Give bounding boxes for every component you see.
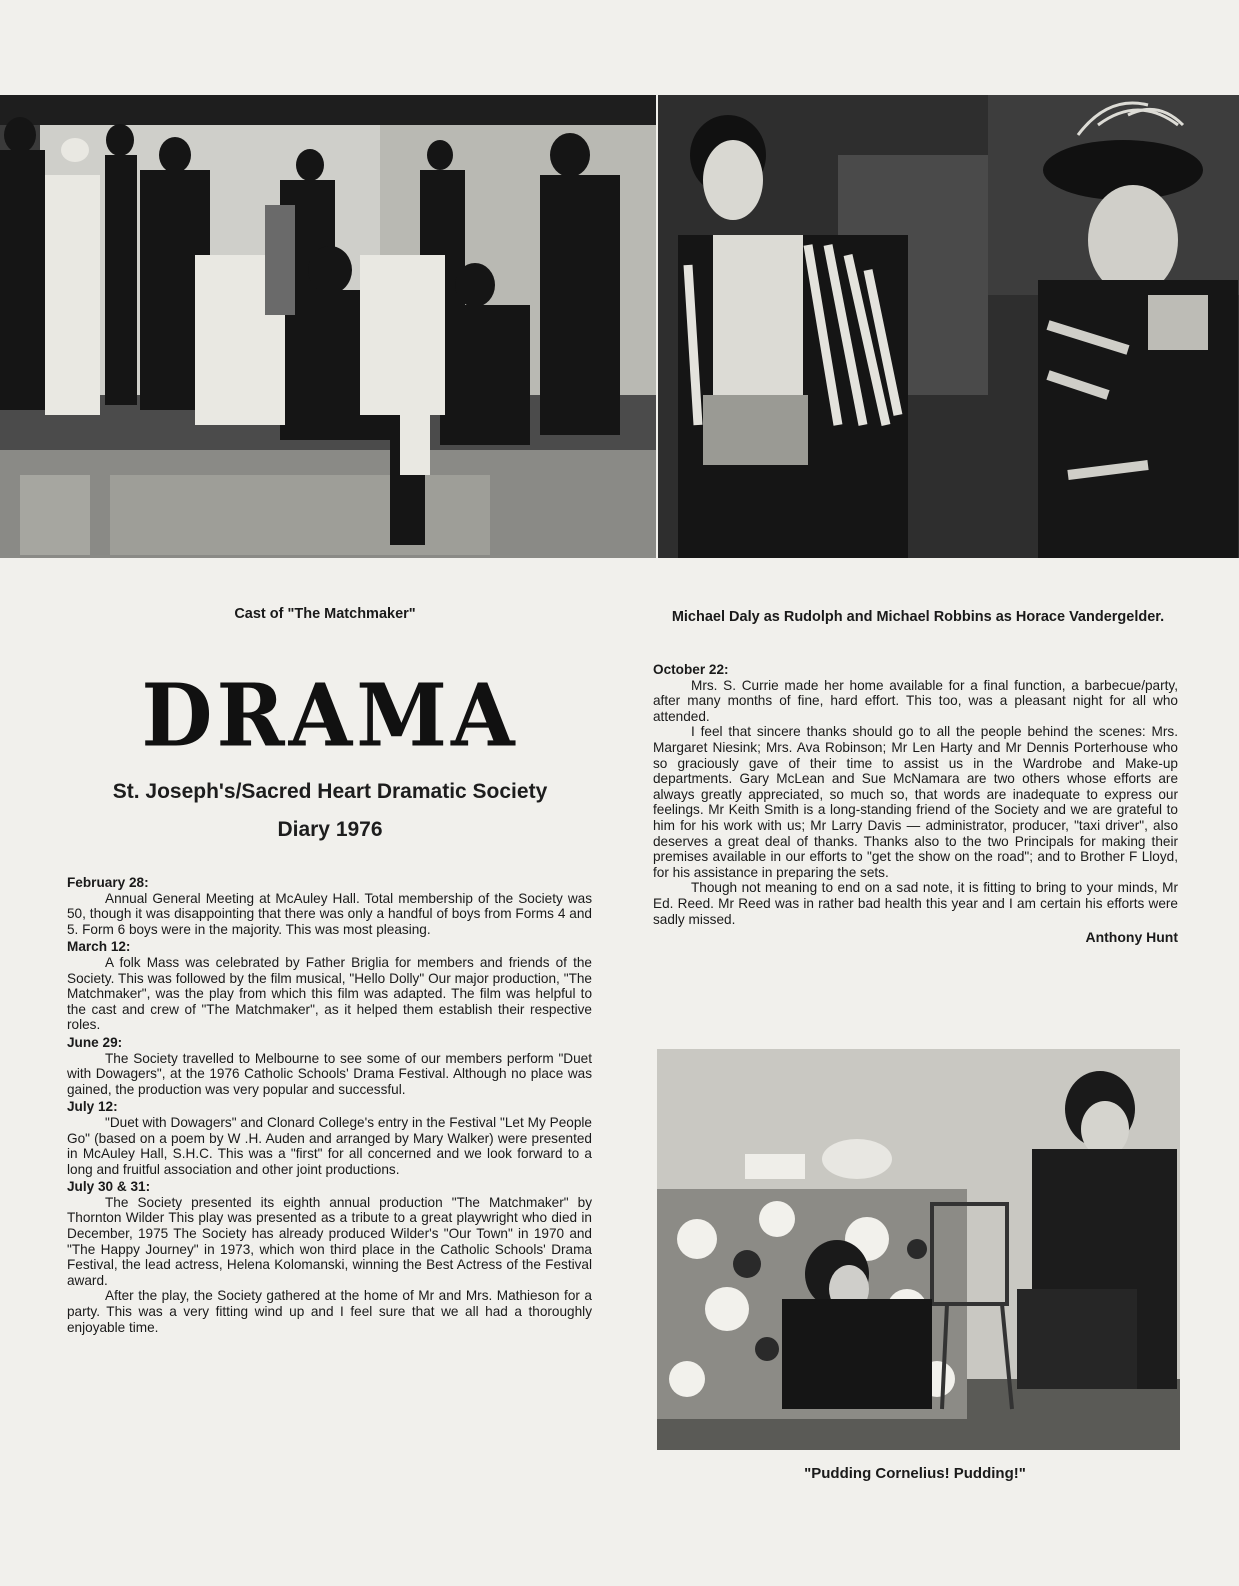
society-heading: St. Joseph's/Sacred Heart Dramatic Society [112, 780, 548, 803]
diary-left-column [67, 873, 592, 1335]
entry-date: July 30 & 31: [67, 1179, 151, 1195]
actors-photo [658, 95, 1239, 558]
entry-text: "Duet with Dowagers" and Clonard College's entry in the Festival "Let My People Go" (based on a poem by W .H. Auden and arranged by Mary Walker) were presented in McAuley Hall, S.H.C. This was a "first" for all concerned and we look forward to a long and fruitful association and other joint productions. [67, 1114, 592, 1177]
diary-entry [67, 1035, 592, 1097]
entry-date: June 29: [67, 1034, 123, 1050]
entry-text: The Society travelled to Melbourne to see some of our members perform "Duet with Dowagers", at the 1976 Catholic Schools' Drama Festival. Although no place was gained, the production was very popular and successful. [67, 1050, 592, 1097]
cast-photo-caption: Cast of "The Matchmaker" [234, 606, 416, 622]
entry-date: February 28: [67, 875, 149, 890]
diary-entry [67, 939, 592, 1033]
entry-text: Mrs. S. Currie made her home available for a final function, a barbecue/party, after many months of fine, hard effort. This too, was a pleasant night for all who attended. [653, 677, 1178, 724]
entry-text: After the play, the Society gathered at the home of Mr and Mrs. Mathieson for a party. This was a very fitting wind up and I feel sure that we all had a thoroughly enjoyable time. [67, 1288, 592, 1335]
entry-text: The Society presented its eighth annual production "The Matchmaker" by Thornton Wilder This play was presented as a tribute to a great playwright who died in December, 1975 The Society has already produced Wilder's "Our Town" in 1970 and "The Happy Journey" in 1973, which won third place in the Catholic Schools' Drama Festival, the lead actress, Helena Kolomanski, winning the Best Actress of the Festival award. [67, 1194, 592, 1288]
page-title: DRAMA [141, 665, 519, 767]
cast-photo [0, 95, 656, 558]
diary-entry [653, 662, 1178, 927]
actors-photo-caption: Michael Daly as Rudolph and Michael Robbins as Horace Vandergelder. [671, 609, 1165, 625]
entry-date: March 12: [67, 939, 131, 955]
entry-text: Though not meaning to end on a sad note, it is fitting to bring to your minds, Mr Ed. Reed. Mr Reed was in rather bad health this year and I am certain his efforts were sadly missed. [653, 880, 1178, 927]
entry-text: A folk Mass was celebrated by Father Briglia for members and friends of the Society. This was followed by the film musical, "Hello Dolly" Our major production, "The Matchmaker", was the play from which this film was adapted. The film was helpful to the cast and crew of "The Matchmaker", as it helped them establish their respective roles. [67, 954, 592, 1033]
author-signature: Anthony Hunt [1085, 929, 1178, 946]
pudding-photo [657, 1049, 1180, 1450]
diary-entry [67, 875, 592, 937]
diary-entry [67, 1099, 592, 1177]
entry-date: October 22: [653, 662, 729, 677]
diary-entry [67, 1179, 592, 1335]
entry-date: July 12: [67, 1099, 118, 1115]
diary-heading: Diary 1976 [277, 818, 383, 841]
entry-text: I feel that sincere thanks should go to all the people behind the scenes: Mrs. Margaret Niesink; Mrs. Ava Robinson; Mr Len Harty and Mr Dennis Porterhouse who so graciously gave of their time to assist us in the Wardrobe and Make-up departments. Gary McLean and Sue McNamara are two others whose efforts are always greatly appreciated, so much so, that words are inadequate to express our feelings. Mr Keith Smith is a long-standing friend of the Society and we are grateful to him for his work with us; Mr Larry Davis — administrator, producer, "taxi driver", also deserves a great deal of thanks. Thanks also to the two Principals for making their premises available in our efforts to "get the show on the road"; and to Brother F Lloyd, for his assistance in preparing the sets. [653, 724, 1178, 880]
pudding-photo-caption: "Pudding Cornelius! Pudding!" [804, 1465, 1026, 1482]
diary-right-column [653, 660, 1178, 946]
entry-text: Annual General Meeting at McAuley Hall. Total membership of the Society was 50, though it was disappointing that there was only a handful of boys from Forms 4 and 5. Form 6 boys were in the majority. This was most pleasing. [67, 890, 592, 937]
